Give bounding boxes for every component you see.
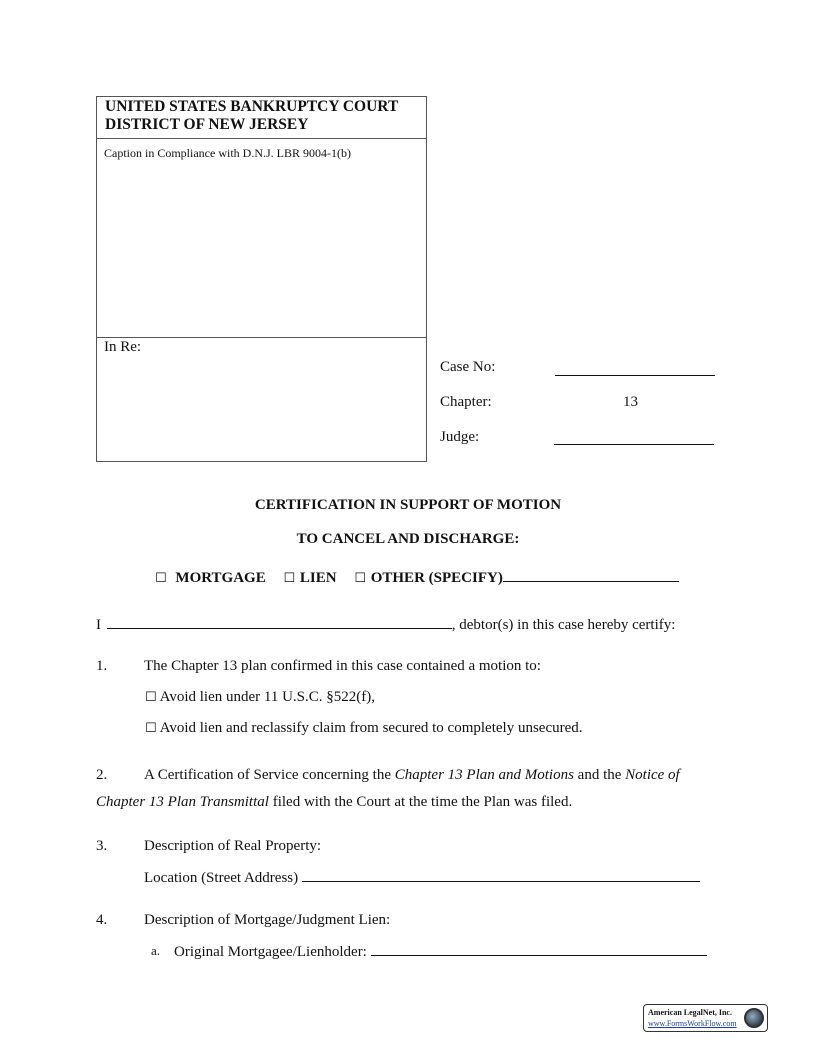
item1-text: The Chapter 13 plan confirmed in this case contained a motion to: bbox=[144, 658, 541, 674]
lien-label: LIEN bbox=[299, 570, 337, 586]
item3-text: Description of Real Property: bbox=[144, 838, 322, 854]
location-label: Location (Street Address) bbox=[144, 870, 299, 886]
other-specify-field[interactable] bbox=[503, 567, 679, 582]
item2-number: 2. bbox=[96, 767, 108, 783]
item1-option-b-label: Avoid lien and reclassify claim from secured to completely unsecured. bbox=[159, 720, 583, 736]
certify-line bbox=[96, 614, 675, 634]
item4-text: Description of Mortgage/Judgment Lien: bbox=[144, 912, 391, 928]
caption-divider-top bbox=[97, 138, 426, 139]
mortgage-checkbox[interactable]: ☐ bbox=[155, 571, 167, 586]
debtor-name-field[interactable] bbox=[107, 614, 452, 629]
mortgagee-line bbox=[174, 941, 707, 961]
caption-box bbox=[96, 96, 427, 462]
item1-option-b bbox=[145, 720, 583, 737]
judge-field[interactable] bbox=[554, 430, 714, 445]
caption-divider-bottom bbox=[97, 337, 426, 338]
mortgage-label: MORTGAGE bbox=[175, 570, 266, 586]
certify-prefix: I bbox=[96, 617, 101, 633]
judge-label: Judge: bbox=[440, 429, 480, 445]
item1-option-a-label: Avoid lien under 11 U.S.C. §522(f), bbox=[159, 689, 375, 705]
caption-compliance-note: Caption in Compliance with D.N.J. LBR 9004-1(b) bbox=[104, 146, 351, 160]
item1-number: 1. bbox=[96, 658, 108, 674]
item2-text-part1: A Certification of Service concerning the bbox=[144, 767, 395, 783]
title-line2: TO CANCEL AND DISCHARGE: bbox=[296, 531, 520, 547]
item2-text-part2: and the bbox=[573, 767, 626, 783]
in-re-label: In Re: bbox=[104, 339, 142, 355]
chapter-label: Chapter: bbox=[440, 394, 492, 410]
location-field[interactable] bbox=[302, 867, 700, 882]
item2-text-part3: filed with the Court at the time the Plan was filed. bbox=[268, 794, 573, 810]
chapter-value: 13 bbox=[623, 394, 638, 410]
discharge-options bbox=[155, 567, 679, 587]
certify-suffix: , debtor(s) in this case hereby certify: bbox=[451, 617, 676, 633]
item1-option-b-checkbox[interactable]: ☐ bbox=[145, 721, 157, 736]
item2-text-line1 bbox=[144, 767, 680, 784]
item2-notice-ref-a: Notice of bbox=[625, 767, 680, 783]
mortgagee-label: Original Mortgagee/Lienholder: bbox=[174, 944, 367, 960]
item2-notice-ref-b: Chapter 13 Plan Transmittal bbox=[96, 794, 269, 810]
case-no-field[interactable] bbox=[555, 361, 715, 376]
title-line1: CERTIFICATION IN SUPPORT OF MOTION bbox=[254, 497, 562, 513]
court-name-line2: DISTRICT OF NEW JERSEY bbox=[105, 116, 309, 133]
other-checkbox[interactable]: ☐ bbox=[354, 571, 366, 586]
globe-icon bbox=[744, 1008, 764, 1028]
item4-sub-a-letter: a. bbox=[151, 943, 161, 958]
mortgagee-field[interactable] bbox=[371, 941, 707, 956]
item1-option-a-checkbox[interactable]: ☐ bbox=[145, 690, 157, 705]
court-name-line1: UNITED STATES BANKRUPTCY COURT bbox=[105, 98, 399, 115]
court-name bbox=[105, 98, 398, 134]
forms-workflow-logo[interactable] bbox=[643, 1004, 768, 1032]
lien-checkbox[interactable]: ☐ bbox=[283, 571, 296, 586]
item1-option-a bbox=[145, 689, 375, 706]
case-no-label: Case No: bbox=[440, 359, 496, 375]
item2-plan-motions-ref: Chapter 13 Plan and Motions bbox=[394, 767, 574, 783]
logo-company-name: American LegalNet, Inc. bbox=[648, 1008, 732, 1017]
logo-url-link[interactable]: www.FormsWorkFlow.com bbox=[648, 1019, 737, 1028]
item4-number: 4. bbox=[96, 912, 108, 928]
location-line bbox=[144, 867, 700, 887]
other-label: OTHER (SPECIFY) bbox=[370, 570, 503, 586]
item3-number: 3. bbox=[96, 838, 108, 854]
item2-text-line2 bbox=[96, 794, 572, 811]
